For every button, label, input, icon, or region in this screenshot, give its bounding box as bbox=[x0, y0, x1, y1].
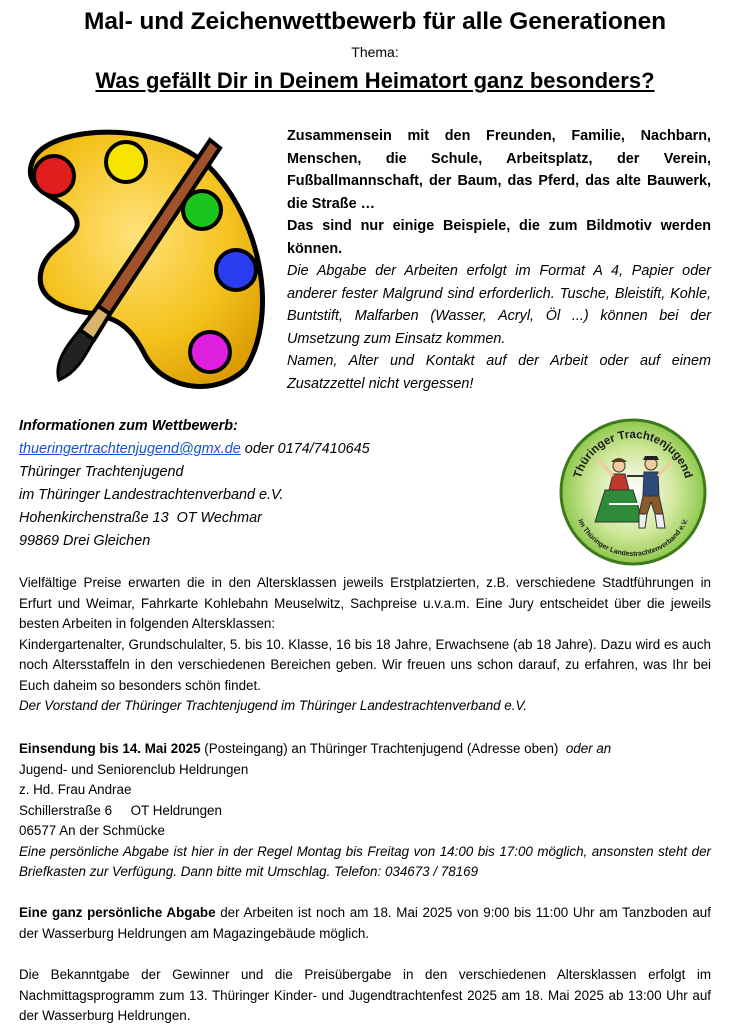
personal-delivery-rest: der Arbeiten ist noch am 18. Mai 2025 von 9:00 bis 11:00 Uhr am Tanzboden auf der Wasserburg Heldrungen am Magazingebäude möglich. bbox=[19, 905, 711, 941]
club-city: 06577 An der Schmücke bbox=[19, 823, 165, 838]
personal-delivery-bold: Eine ganz persönliche Abgabe bbox=[19, 905, 216, 920]
logo-bottom-text: im Thüringer Landestrachtenverband e.V. bbox=[576, 518, 690, 559]
deadline-alt: oder an bbox=[565, 741, 612, 756]
org-city: 99869 Drei Gleichen bbox=[19, 533, 151, 549]
org-line2: im Thüringer Landestrachtenverband e.V. bbox=[19, 487, 284, 503]
prizes-section bbox=[19, 573, 711, 717]
intro-format-text: Die Abgabe der Arbeiten erfolgt im Format A 4, Papier oder anderer fester Malgrund sind erforderlich. Tusche, Bleistift, Kohle, Buntstift, Malfarben (Wasser, Acryl, Öl ...) können bei der Umsetzung zum Einsatz kommen. bbox=[287, 263, 711, 347]
page-title: Mal- und Zeichenwettbewerb für alle Generationen bbox=[84, 8, 666, 35]
trachtenjugend-logo bbox=[559, 418, 707, 566]
thema-label: Thema: bbox=[351, 44, 399, 60]
contact-info bbox=[19, 415, 539, 553]
club-attn: z. Hd. Frau Andrae bbox=[19, 782, 132, 797]
personal-delivery-section bbox=[19, 903, 711, 944]
submission-section bbox=[19, 739, 711, 883]
deadline-bold: Einsendung bis 14. Mai 2025 bbox=[19, 741, 201, 756]
club-street: Schillerstraße 6 OT Heldrungen bbox=[19, 802, 222, 818]
intro-examples: Das sind nur einige Beispiele, die zum Bildmotiv werden können. bbox=[287, 218, 711, 257]
announcement-text: Die Bekanntgabe der Gewinner und die Preisübergabe in den verschiedenen Altersklassen erfolgt im Nachmittagsprogramm zum 13. Thüringer Kinder- und Jugendtrachtenfest 2025 am 18. Mai 2025 ab 13:00 Uhr auf der Wasserburg Heldrungen. bbox=[19, 967, 711, 1023]
announcement-section bbox=[19, 965, 711, 1027]
intro-names-text: Namen, Alter und Kontakt auf der Arbeit oder auf einem Zusatzzettel nicht vergessen! bbox=[287, 353, 711, 392]
org-street: Hohenkirchenstraße 13 OT Wechmar bbox=[19, 510, 262, 526]
deadline-rest: (Posteingang) an Thüringer Trachtenjugend (Adresse oben) bbox=[200, 741, 566, 756]
personal-note: Eine persönliche Abgabe ist hier in der Regel Montag bis Freitag von 14:00 bis 17:00 möglich, ansonsten steht der Briefkasten zur Verfügung. Dann bitte mit Umschlag. Telefon: 034673 / 78169 bbox=[19, 843, 711, 879]
intro-bold-paragraph: Zusammensein mit den Freunden, Familie, Nachbarn, Menschen, die Schule, Arbeitsplatz, der Verein, Fußballmannschaft, der Baum, das Pferd, das alte Bauwerk, die Straße … bbox=[287, 128, 711, 212]
email-link[interactable]: thueringertrachtenjugend@gmx.de bbox=[19, 441, 241, 457]
club-name: Jugend- und Seniorenclub Heldrungen bbox=[19, 761, 249, 777]
prizes-text: Vielfältige Preise erwarten die in den Altersklassen jeweils Erstplatzierten, z.B. verschiedene Stadtführungen in Erfurt und Weimar, Fahrkarte Kohlebahn Meuselwitz, Sachpreise u.v.a.m. Eine Jury entscheidet über die jeweils besten Arbeiten in folgenden Altersklassen: bbox=[19, 575, 711, 631]
paint-palette-icon bbox=[14, 118, 276, 396]
page-subtitle: Was gefällt Dir in Deinem Heimatort ganz besonders? bbox=[95, 68, 655, 93]
logo-top-text: Thüringer Trachtenjugend bbox=[571, 428, 695, 480]
phone-text: oder 0174/7410645 bbox=[240, 441, 370, 457]
info-heading: Informationen zum Wettbewerb: bbox=[19, 418, 238, 434]
board-signature: Der Vorstand der Thüringer Trachtenjugend im Thüringer Landestrachtenverband e.V. bbox=[19, 698, 528, 713]
org-line1: Thüringer Trachtenjugend bbox=[19, 464, 184, 480]
intro-text bbox=[287, 125, 711, 395]
age-classes-text: Kindergartenalter, Grundschulalter, 5. bis 10. Klasse, 16 bis 18 Jahre, Erwachsene (ab 18 Jahre). Dazu wird es auch noch Altersstaffeln in den verschiedenen Bereichen geben. Wir freuen uns schon darauf, zu erfahren, was Ihr bei Euch daheim so besonders schön findet. bbox=[19, 636, 711, 693]
